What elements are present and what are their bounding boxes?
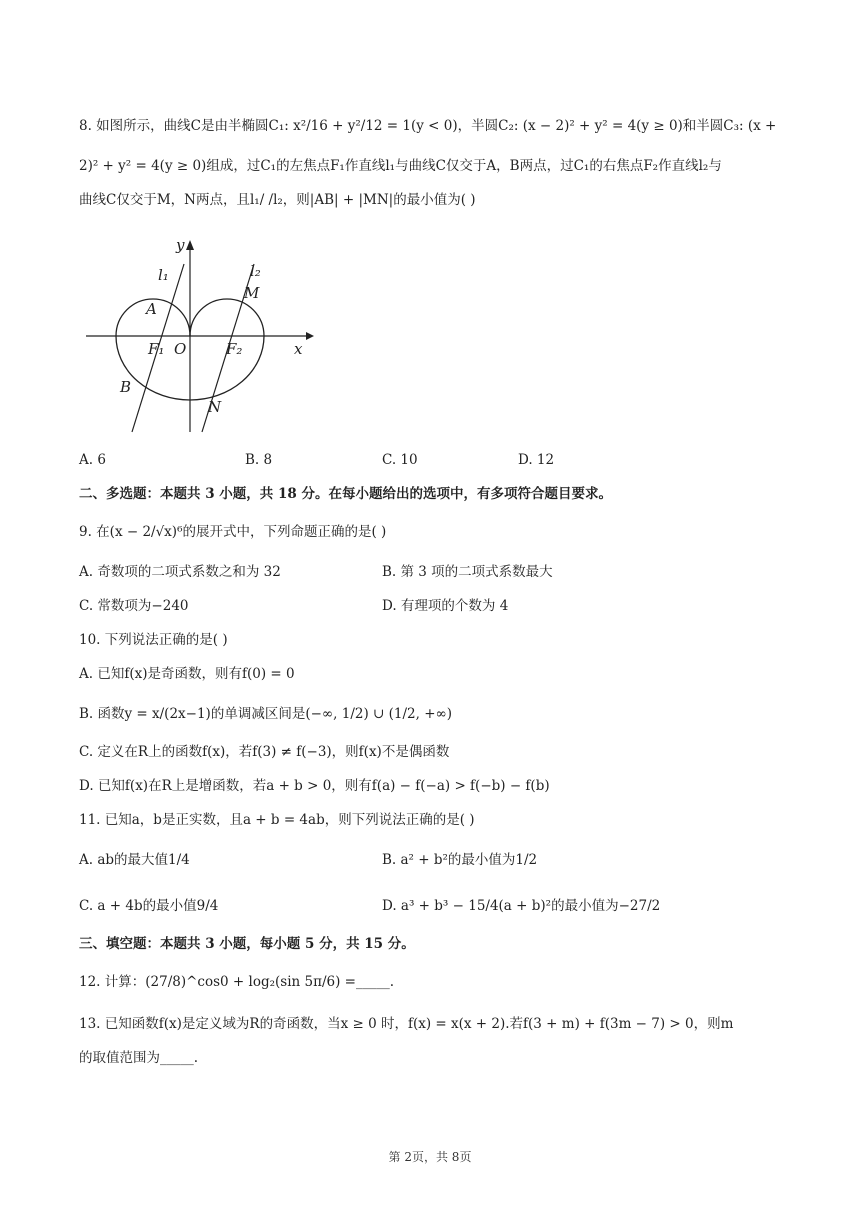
label-o: O bbox=[174, 340, 187, 358]
q8-option-b: B. 8 bbox=[245, 452, 273, 468]
label-y: y bbox=[176, 236, 185, 254]
q8-line1: 8. 如图所示，曲线C是由半椭圆C₁: x²/16 + y²/12 = 1(y < 0)，半圆C₂: (x − 2)² + y² = 4(y ≥ 0)和半圆C₃: (x + bbox=[79, 118, 777, 134]
label-l1: l₁ bbox=[158, 266, 169, 284]
q8-line2: 2)² + y² = 4(y ≥ 0)组成，过C₁的左焦点F₁作直线l₁与曲线C仅交于A，B两点，过C₁的右焦点F₂作直线l₂与 bbox=[79, 158, 722, 174]
label-m: M bbox=[244, 284, 260, 302]
q13-line1: 13. 已知函数f(x)是定义域为R的奇函数，当x ≥ 0 时，f(x) = x(x + 2).若f(3 + m) + f(3m − 7) > 0，则m bbox=[79, 1016, 734, 1032]
q9-option-b: B. 第 3 项的二项式系数最大 bbox=[382, 564, 553, 580]
q9-stem: 9. 在(x − 2/√x)⁶的展开式中，下列命题正确的是( ) bbox=[79, 524, 387, 540]
q10-option-b: B. 函数y = x/(2x−1)的单调减区间是(−∞, 1/2) ∪ (1/2, +∞) bbox=[79, 706, 453, 722]
q10-stem: 10. 下列说法正确的是( ) bbox=[79, 632, 228, 648]
label-b: B bbox=[120, 378, 132, 396]
curve-c2 bbox=[190, 299, 264, 336]
label-l2: l₂ bbox=[250, 262, 261, 280]
q10-option-a: A. 已知f(x)是奇函数，则有f(0) = 0 bbox=[79, 666, 295, 682]
q11-option-b: B. a² + b²的最小值为1/2 bbox=[382, 852, 538, 868]
label-f1: F₁ bbox=[148, 340, 165, 358]
q10-option-d: D. 已知f(x)在R上是增函数，若a + b > 0，则有f(a) − f(−a) > f(−b) − f(b) bbox=[79, 778, 550, 794]
section-3-heading: 三、填空题：本题共 3 小题，每小题 5 分，共 15 分。 bbox=[79, 936, 415, 952]
label-f2: F₂ bbox=[226, 340, 243, 358]
q8-line3: 曲线C仅交于M，N两点，且l₁/ /l₂，则|AB| + |MN|的最小值为( ) bbox=[79, 192, 476, 208]
q8-option-d: D. 12 bbox=[518, 452, 555, 468]
q11-option-c: C. a + 4b的最小值9/4 bbox=[79, 898, 219, 914]
q9-option-c: C. 常数项为−240 bbox=[79, 598, 189, 614]
q8-option-c: C. 10 bbox=[382, 452, 418, 468]
y-axis-arrow bbox=[186, 240, 194, 250]
page-footer: 第 2页，共 8页 bbox=[388, 1150, 472, 1164]
section-2-heading: 二、多选题：本题共 3 小题，共 18 分。在每小题给出的选项中，有多项符合题目要求。 bbox=[79, 486, 612, 502]
q11-option-a: A. ab的最大值1/4 bbox=[79, 852, 190, 868]
q13-line2: 的取值范围为_____. bbox=[79, 1050, 199, 1066]
q11-option-d: D. a³ + b³ − 15/4(a + b)²的最小值为−27/2 bbox=[382, 898, 661, 914]
x-axis-arrow bbox=[306, 332, 314, 340]
label-a: A bbox=[146, 300, 157, 318]
q9-option-d: D. 有理项的个数为 4 bbox=[382, 598, 509, 614]
q8-figure bbox=[84, 236, 324, 436]
q11-stem: 11. 已知a，b是正实数，且a + b = 4ab，则下列说法正确的是( ) bbox=[79, 812, 475, 828]
label-x: x bbox=[294, 340, 303, 358]
q10-option-c: C. 定义在R上的函数f(x)，若f(3) ≠ f(−3)，则f(x)不是偶函数 bbox=[79, 744, 450, 760]
q8-option-a: A. 6 bbox=[79, 452, 106, 468]
q12-stem: 12. 计算：(27/8)^cos0 + log₂(sin 5π/6) =_____. bbox=[79, 974, 395, 990]
q9-option-a: A. 奇数项的二项式系数之和为 32 bbox=[79, 564, 281, 580]
label-n: N bbox=[208, 398, 222, 416]
